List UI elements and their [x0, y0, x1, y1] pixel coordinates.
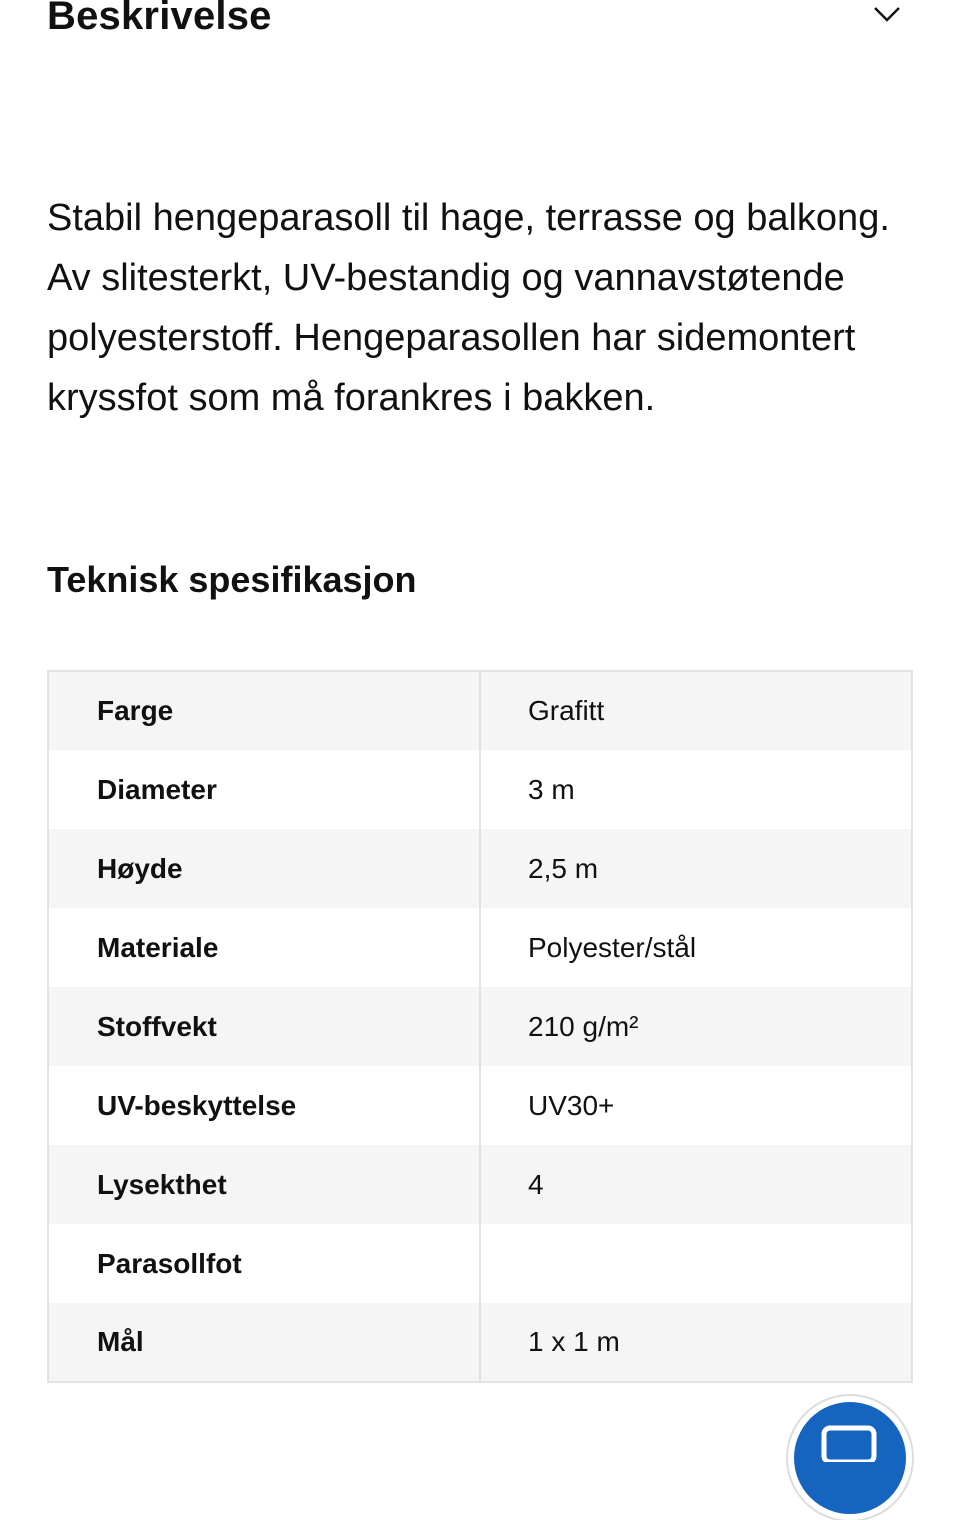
spec-key: Høyde	[48, 829, 480, 908]
chat-button[interactable]	[788, 1396, 912, 1520]
spec-table	[47, 670, 913, 1383]
spec-row	[48, 1224, 912, 1303]
section-title: Beskrivelse	[47, 0, 272, 38]
spec-row	[48, 1145, 912, 1224]
spec-value: UV30+	[480, 1066, 912, 1145]
spec-value: 4	[480, 1145, 912, 1224]
spec-value: 210 g/m²	[480, 987, 912, 1066]
spec-key: Lysekthet	[48, 1145, 480, 1224]
spec-value	[480, 1224, 912, 1303]
spec-key: Farge	[48, 671, 480, 750]
spec-key: Diameter	[48, 750, 480, 829]
spec-value: Polyester/stål	[480, 908, 912, 987]
spec-row	[48, 750, 912, 829]
product-description: Stabil hengeparasoll til hage, terrasse og balkong. Av slitesterkt, UV-bestandig og vannavstøtende polyesterstoff. Hengeparasollen har sidemontert kryssfot som må forankres i bakken.	[47, 197, 890, 419]
spec-value: Grafitt	[480, 671, 912, 750]
spec-key: Mål	[48, 1303, 480, 1382]
spec-row	[48, 987, 912, 1066]
description-accordion-header[interactable]	[47, 0, 913, 40]
spec-key: UV-beskyttelse	[48, 1066, 480, 1145]
spec-value: 1 x 1 m	[480, 1303, 912, 1382]
spec-row	[48, 1303, 912, 1382]
chat-icon	[820, 1422, 880, 1462]
spec-value: 2,5 m	[480, 829, 912, 908]
spec-value: 3 m	[480, 750, 912, 829]
chevron-down-icon[interactable]	[873, 4, 901, 24]
spec-key: Parasollfot	[48, 1224, 480, 1303]
spec-row	[48, 1066, 912, 1145]
spec-row	[48, 908, 912, 987]
spec-heading: Teknisk spesifikasjon	[47, 559, 417, 600]
spec-row	[48, 671, 912, 750]
spec-row	[48, 829, 912, 908]
spec-key: Materiale	[48, 908, 480, 987]
spec-key: Stoffvekt	[48, 987, 480, 1066]
